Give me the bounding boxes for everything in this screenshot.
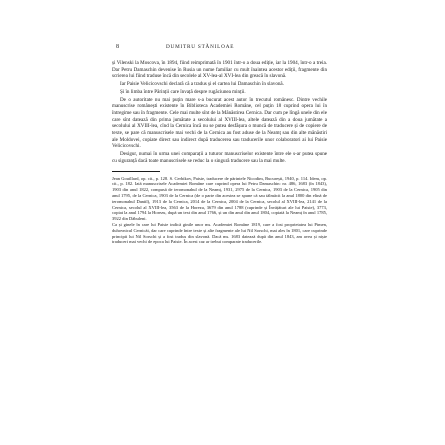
body-paragraph: și Vilenski la Moscova, în 1894, fiind reimprimată în 1901 într-o a doua ediție, iar la 1904, într-o a treia. Dar Petru Damaschin devenise în Rusia un nume familiar cu mult înaintea acestor ediții, fragmente din scrierea lui fiind traduse încă din secolele al XV-lea-al XVI-lea din greacă în slavonă. [112, 60, 327, 80]
running-title: DUMITRU STĂNILOAE [166, 44, 235, 50]
footnote-block: Jean Gouillard, op. cit., p. 128. S. Cerbikov, Paisie, traducere de părintele Nicodim, București, 1940, p. 114. Idem, op. cit., p. 182. Iată manuscrisele Academiei Române care cuprind opera lui Petru Damaschin: nr. 486, 1683 (în 1843), 1903 din anul 1822, compusă de ieromonahul de la Neamț, 1931, 2975 de la Cernica, 1903 de la Cernica, 1905 din anul 1795, de la Cernica, 1903 de la Cernica (de o parte din acestea se spune că sau tălmăcit la anul 1800 din elină de ieromonahul Daniil), 1913 de la Cernica, 2014 de la Cernica, 2004 de la Cernica, secolul al XVIII-lea, 2141 de la Cernica, secolul al XVIII-lea, 3563 de la Horezu, 3679 din anul 1788 (cuprinde și Învățături ale lui Paisie), 3773, copiat la anul 1794 la Horezu, după un text din anul 1766, și un din anul din anul 1804, copiată la Neamț în anul 1785, 3922 din Dăbuleni. [112, 175, 327, 222]
page-number: 8 [116, 44, 119, 50]
body-paragraph: Iar Paisie Velicicovschi declară că a tradus și el cartea lui Damaschin în slavonă. [120, 81, 284, 88]
footnote-divider [112, 171, 160, 172]
running-header [112, 43, 327, 55]
footnotes [112, 176, 327, 246]
text-column [112, 43, 327, 245]
body-paragraph: Și în limba între Părinții care învață despre rugăciunea minții. [120, 88, 246, 95]
body-paragraph: De o autoritate nu mai puțin mare s-a bucurat acest autor în trecutul românesc. Dintre vechile manuscrise românești existente în Biblioteca Academiei Române, cel puțin 18 cuprind opera lui în întregime sau în fragmente. Cele mai multe sînt de la Mănăstirea Cernica. Dar cum pe lîngă unele din ele care sînt datează din prima jumătate a secolului al XVIII-lea, altele datează din a doua jumătate a secolului al XVIII-lea, cînd la Cernica încă nu se putea desfășura o muncă de traducere și de copiere de texte, se pare că manuscrisele mai vechi de la Cernica au fost aduse de la Neamț sau din alte mănăstiri ale Moldovei, copiate direct sau indirect după traducerea sau traducerile unor colaboratori ai lui Paisie Velicicovschi. [112, 96, 327, 150]
body-text [112, 60, 327, 165]
body-paragraph: Desigur, numai în urma unei comparații a tuturor manuscriselor existente între ele s-ar putea spune cu siguranță dacă toate manuscrisele se reduc la o singură traducere sau la mai multe. [112, 151, 327, 164]
footnote-block: Ca și ginele în care lui Paisie indică ginile unor ms. Academiei Române 1819, care a fost proprietatea lui Pimen, duhovnicul Cernicăi, dar care cuprinde între texte și alte fragmente ale lui Nil Sorschi, mai ales în 1801, care cuprinde principii lui Nil Sorschi și a fost tradus din slavonă. Dacă ms. 1683 datează după din anul 1843, am avea și niște traduceri mai vechi de epoca lui Paisie. În acest caz ar trebui comparate traducerile. [112, 221, 327, 245]
